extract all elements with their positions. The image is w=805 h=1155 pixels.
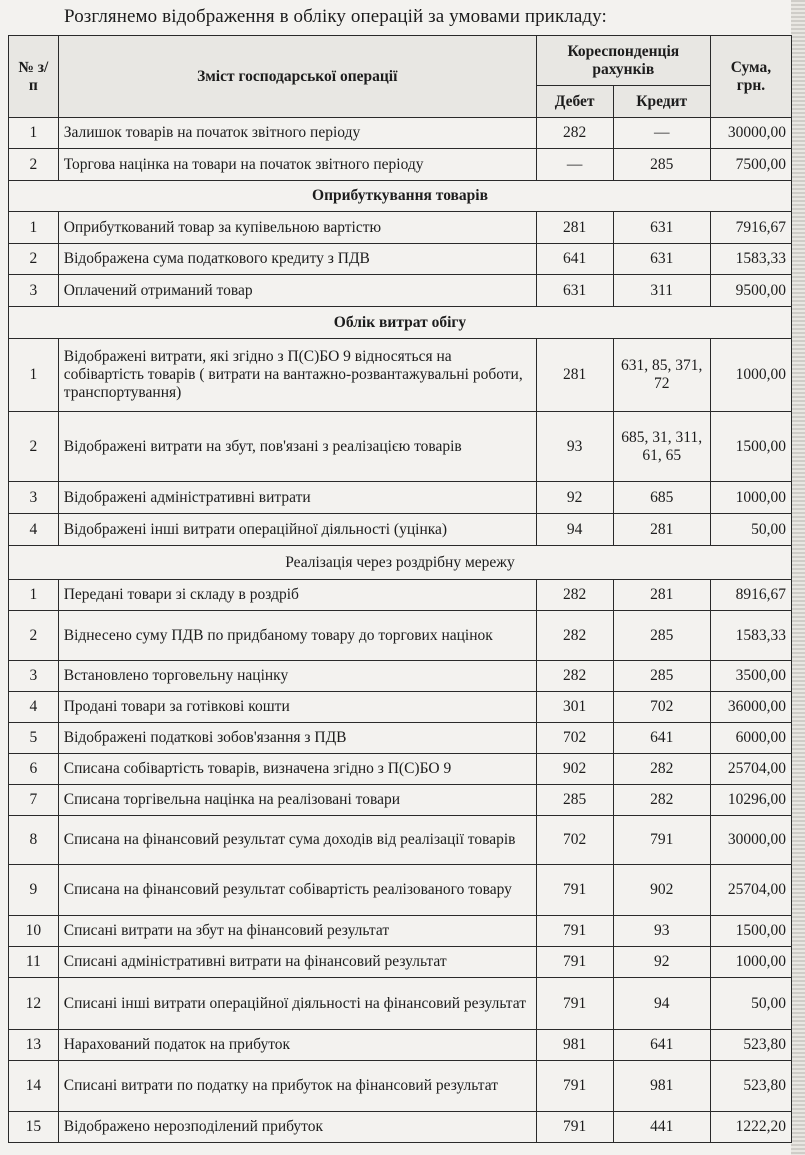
row-description: Відображено нерозподілений прибуток — [58, 1112, 536, 1143]
table-row — [9, 244, 792, 275]
row-description: Відображені витрати, які згідно з П(С)БО 9 відносяться на собівартість товарів ( витрати на вантажно-розвантажувальні роботи, транспортування) — [58, 339, 536, 412]
row-debit: 282 — [536, 661, 613, 692]
row-credit: 685, 31, 311, 61, 65 — [613, 412, 710, 482]
row-description: Списані адміністративні витрати на фінансовий результат — [58, 947, 536, 978]
row-description: Передані товари зі складу в роздріб — [58, 580, 536, 611]
row-number: 14 — [9, 1061, 59, 1112]
opening-rows — [9, 118, 792, 181]
row-debit: 282 — [536, 118, 613, 149]
row-sum: 30000,00 — [710, 118, 791, 149]
row-debit: 791 — [536, 1061, 613, 1112]
page-edge — [791, 0, 805, 1155]
row-description: Відображені інші витрати операційної діяльності (уцінка) — [58, 514, 536, 546]
row-number: 3 — [9, 275, 59, 307]
row-sum: 30000,00 — [710, 816, 791, 865]
row-credit: 902 — [613, 865, 710, 916]
table-row — [9, 611, 792, 661]
row-sum: 3500,00 — [710, 661, 791, 692]
row-sum: 7500,00 — [710, 149, 791, 181]
row-credit: 311 — [613, 275, 710, 307]
row-number: 2 — [9, 244, 59, 275]
row-description: Списана собівартість товарів, визначена згідно з П(С)БО 9 — [58, 754, 536, 785]
header-no: № з/п — [9, 36, 59, 118]
table-row — [9, 916, 792, 947]
row-debit: 631 — [536, 275, 613, 307]
row-description: Списані витрати по податку на прибуток на фінансовий результат — [58, 1061, 536, 1112]
row-description: Списана торгівельна націнка на реалізовані товари — [58, 785, 536, 816]
row-sum: 523,80 — [710, 1030, 791, 1061]
row-sum: 1000,00 — [710, 482, 791, 514]
row-sum: 10296,00 — [710, 785, 791, 816]
row-debit: 93 — [536, 412, 613, 482]
header-content: Зміст господарської операції — [58, 36, 536, 118]
row-number: 7 — [9, 785, 59, 816]
row-debit: 791 — [536, 1112, 613, 1143]
row-debit: 281 — [536, 212, 613, 244]
table-row — [9, 723, 792, 754]
row-description: Встановлено торговельну націнку — [58, 661, 536, 692]
table-row — [9, 692, 792, 723]
row-debit: 702 — [536, 723, 613, 754]
row-credit: 641 — [613, 723, 710, 754]
operations-table — [8, 35, 792, 1143]
section-title-receipt: Оприбуткування товарів — [9, 181, 792, 212]
row-credit: 92 — [613, 947, 710, 978]
section-costs — [9, 307, 792, 339]
row-description: Відображені витрати на збут, пов'язані з реалізацією товарів — [58, 412, 536, 482]
row-credit: 93 — [613, 916, 710, 947]
row-credit: 631, 85, 371, 72 — [613, 339, 710, 412]
row-number: 1 — [9, 339, 59, 412]
row-number: 1 — [9, 580, 59, 611]
row-number: 2 — [9, 412, 59, 482]
row-number: 3 — [9, 661, 59, 692]
section-title-sales: Реалізація через роздрібну мережу — [9, 546, 792, 580]
row-sum: 6000,00 — [710, 723, 791, 754]
row-sum: 9500,00 — [710, 275, 791, 307]
row-debit: 791 — [536, 865, 613, 916]
row-sum: 1000,00 — [710, 947, 791, 978]
row-debit: 92 — [536, 482, 613, 514]
row-description: Торгова націнка на товари на початок звітного періоду — [58, 149, 536, 181]
table-row — [9, 580, 792, 611]
row-sum: 25704,00 — [710, 754, 791, 785]
row-description: Залишок товарів на початок звітного періоду — [58, 118, 536, 149]
row-number: 4 — [9, 514, 59, 546]
header-credit: Кредит — [613, 86, 710, 118]
row-sum: 1000,00 — [710, 339, 791, 412]
row-debit: 281 — [536, 339, 613, 412]
header-debit: Дебет — [536, 86, 613, 118]
row-credit: 641 — [613, 1030, 710, 1061]
row-sum: 7916,67 — [710, 212, 791, 244]
header-sum: Сума, грн. — [710, 36, 791, 118]
row-credit: 285 — [613, 149, 710, 181]
table-row — [9, 412, 792, 482]
row-number: 10 — [9, 916, 59, 947]
table-row — [9, 275, 792, 307]
row-description: Списані інші витрати операційної діяльності на фінансовий результат — [58, 978, 536, 1030]
row-debit: 282 — [536, 611, 613, 661]
table-row — [9, 212, 792, 244]
row-number: 2 — [9, 611, 59, 661]
row-description: Продані товари за готівкові кошти — [58, 692, 536, 723]
table-row — [9, 754, 792, 785]
header-correspondence: Кореспонденція рахунків — [536, 36, 710, 86]
row-number: 15 — [9, 1112, 59, 1143]
row-credit: 685 — [613, 482, 710, 514]
row-description: Відображені адміністративні витрати — [58, 482, 536, 514]
table-row — [9, 149, 792, 181]
table-row — [9, 118, 792, 149]
row-debit: 791 — [536, 978, 613, 1030]
row-debit: 301 — [536, 692, 613, 723]
row-debit: 94 — [536, 514, 613, 546]
row-sum: 8916,67 — [710, 580, 791, 611]
row-number: 5 — [9, 723, 59, 754]
cost-rows — [9, 339, 792, 546]
table-row — [9, 339, 792, 412]
section-title-costs: Облік витрат обігу — [9, 307, 792, 339]
row-credit: 94 — [613, 978, 710, 1030]
row-sum: 1583,33 — [710, 611, 791, 661]
row-sum: 1583,33 — [710, 244, 791, 275]
row-number: 9 — [9, 865, 59, 916]
row-number: 3 — [9, 482, 59, 514]
row-sum: 50,00 — [710, 978, 791, 1030]
row-debit: 282 — [536, 580, 613, 611]
row-debit: 285 — [536, 785, 613, 816]
row-debit: 981 — [536, 1030, 613, 1061]
table-row — [9, 1061, 792, 1112]
table-row — [9, 514, 792, 546]
row-credit: 791 — [613, 816, 710, 865]
table-row — [9, 785, 792, 816]
row-description: Відображені податкові зобов'язання з ПДВ — [58, 723, 536, 754]
row-debit: 791 — [536, 916, 613, 947]
row-number: 12 — [9, 978, 59, 1030]
table-row — [9, 1112, 792, 1143]
row-description: Оприбуткований товар за купівельною вартістю — [58, 212, 536, 244]
row-description: Відображена сума податкового кредиту з ПДВ — [58, 244, 536, 275]
row-debit: — — [536, 149, 613, 181]
table-row — [9, 1030, 792, 1061]
row-sum: 50,00 — [710, 514, 791, 546]
receipt-rows — [9, 212, 792, 307]
row-number: 1 — [9, 118, 59, 149]
row-description: Списані витрати на збут на фінансовий результат — [58, 916, 536, 947]
intro-text: Розглянемо відображення в обліку операцій за умовами прикладу: — [64, 6, 607, 27]
row-credit: 281 — [613, 580, 710, 611]
row-number: 1 — [9, 212, 59, 244]
row-debit: 702 — [536, 816, 613, 865]
row-description: Нарахований податок на прибуток — [58, 1030, 536, 1061]
table-row — [9, 661, 792, 692]
row-sum: 36000,00 — [710, 692, 791, 723]
table-row — [9, 816, 792, 865]
table-row — [9, 865, 792, 916]
row-credit: 631 — [613, 244, 710, 275]
row-credit: 285 — [613, 611, 710, 661]
row-credit: 441 — [613, 1112, 710, 1143]
row-number: 2 — [9, 149, 59, 181]
row-number: 11 — [9, 947, 59, 978]
row-credit: 631 — [613, 212, 710, 244]
row-credit: 981 — [613, 1061, 710, 1112]
row-description: Віднесено суму ПДВ по придбаному товару до торгових націнок — [58, 611, 536, 661]
row-credit: 282 — [613, 785, 710, 816]
row-debit: 641 — [536, 244, 613, 275]
section-receipt — [9, 181, 792, 212]
row-number: 8 — [9, 816, 59, 865]
row-sum: 1500,00 — [710, 916, 791, 947]
row-sum: 1222,20 — [710, 1112, 791, 1143]
table-row — [9, 947, 792, 978]
sales-rows — [9, 580, 792, 1143]
row-credit: 281 — [613, 514, 710, 546]
table-row — [9, 482, 792, 514]
row-sum: 25704,00 — [710, 865, 791, 916]
row-number: 4 — [9, 692, 59, 723]
table-row — [9, 978, 792, 1030]
row-description: Списана на фінансовий результат собівартість реалізованого товару — [58, 865, 536, 916]
row-description: Оплачений отриманий товар — [58, 275, 536, 307]
row-debit: 902 — [536, 754, 613, 785]
row-credit: 702 — [613, 692, 710, 723]
row-sum: 523,80 — [710, 1061, 791, 1112]
row-sum: 1500,00 — [710, 412, 791, 482]
section-sales — [9, 546, 792, 580]
row-credit: 285 — [613, 661, 710, 692]
row-number: 13 — [9, 1030, 59, 1061]
row-credit: — — [613, 118, 710, 149]
row-description: Списана на фінансовий результат сума доходів від реалізації товарів — [58, 816, 536, 865]
row-debit: 791 — [536, 947, 613, 978]
row-number: 6 — [9, 754, 59, 785]
row-credit: 282 — [613, 754, 710, 785]
